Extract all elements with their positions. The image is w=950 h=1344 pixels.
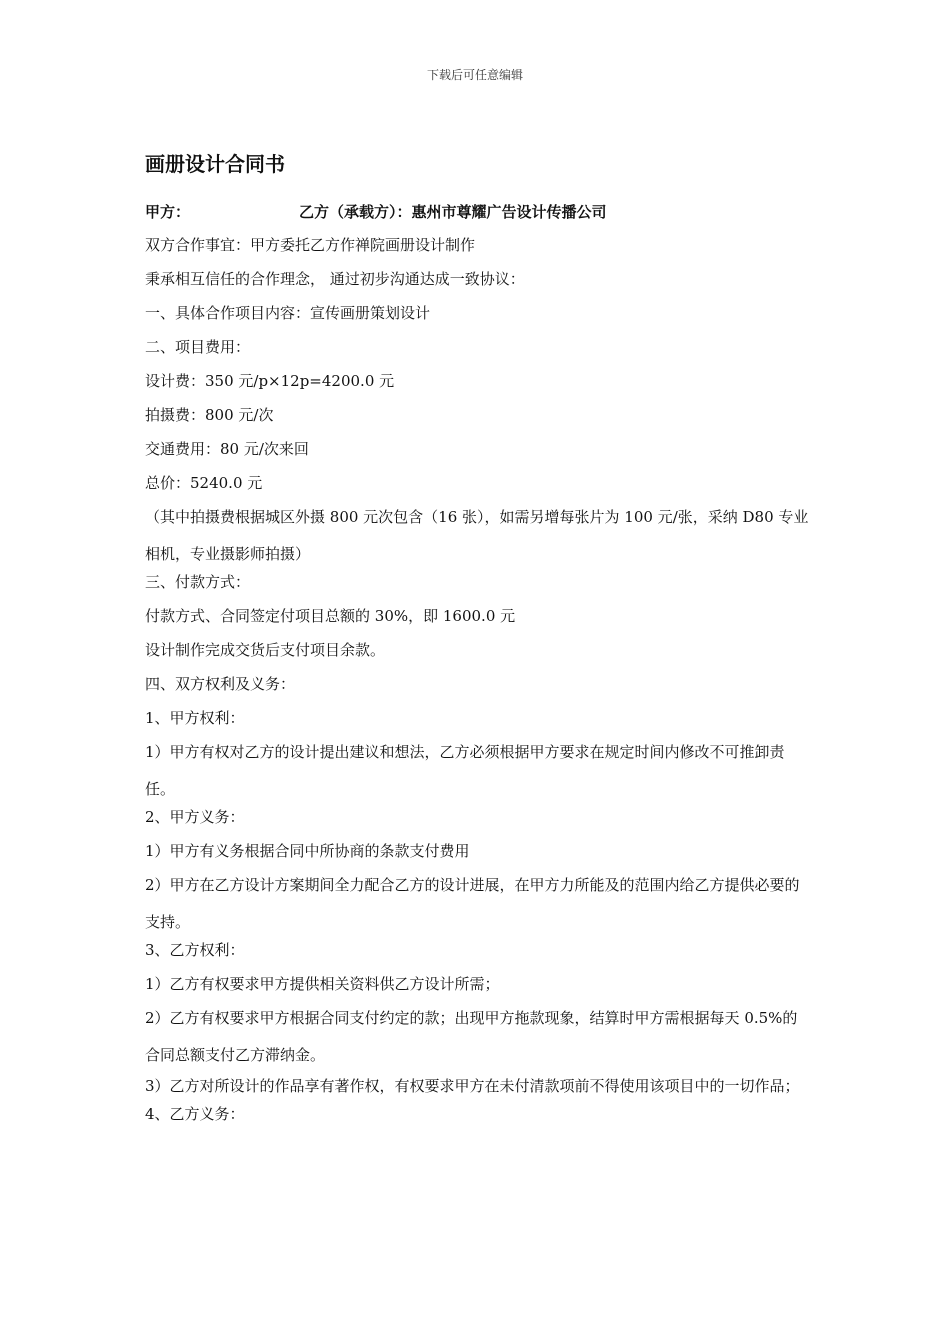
paragraph: 1）甲方有权对乙方的设计提出建议和想法，乙方必须根据甲方要求在规定时间内修改不可推卸责任。	[145, 743, 785, 798]
paragraph: 1、甲方权利：	[145, 709, 245, 727]
paragraph: 拍摄费：800 元/次	[145, 406, 274, 424]
paragraph: 总价：5240.0 元	[145, 474, 263, 492]
paragraph: 设计制作完成交货后支付项目余款。	[145, 641, 386, 659]
paragraph: 2）甲方在乙方设计方案期间全力配合乙方的设计进展，在甲方力所能及的范围内给乙方提供必要的支持。	[145, 876, 800, 931]
party-b-label: 乙方（承载方）：惠州市尊耀广告设计传播公司	[299, 203, 607, 221]
paragraph: 2、甲方义务：	[145, 808, 245, 826]
paragraph: 二、项目费用：	[145, 338, 251, 356]
paragraph: 1）乙方有权要求甲方提供相关资料供乙方设计所需；	[145, 975, 500, 993]
parties-line	[145, 201, 825, 223]
paragraph: 3、乙方权利：	[145, 941, 245, 959]
paragraph: 1）甲方有义务根据合同中所协商的条款支付费用	[145, 842, 470, 860]
page-header: 下载后可任意编辑	[426, 68, 523, 82]
paragraph-note: （其中拍摄费根据城区外摄 800 元次包含（16 张），如需另增每张片为 100 元/张，采纳 D80 专业相机，专业摄影师拍摄）	[145, 508, 809, 563]
paragraph: 秉承相互信任的合作理念， 通过初步沟通达成一致协议：	[145, 270, 525, 288]
paragraph: 双方合作事宜：甲方委托乙方作禅院画册设计制作	[145, 236, 476, 254]
party-a-label: 甲方：	[145, 203, 191, 221]
paragraph: 三、付款方式：	[145, 573, 251, 591]
paragraph: 四、双方权利及义务：	[145, 675, 296, 693]
paragraph: 4、乙方义务：	[145, 1105, 245, 1123]
paragraph: 交通费用：80 元/次来回	[145, 440, 309, 458]
paragraph: 设计费：350 元/p×12p=4200.0 元	[145, 372, 395, 390]
paragraph: 付款方式、合同签定付项目总额的 30%，即 1600.0 元	[145, 607, 516, 625]
document-title: 画册设计合同书	[145, 152, 285, 176]
paragraph: 3）乙方对所设计的作品享有著作权，有权要求甲方在未付清款项前不得使用该项目中的一切作品；	[145, 1077, 800, 1095]
paragraph: 一、具体合作项目内容：宣传画册策划设计	[145, 304, 431, 322]
document-body	[145, 233, 810, 1136]
paragraph: 2）乙方有权要求甲方根据合同支付约定的款；出现甲方拖款现象，结算时甲方需根据每天 0.5%的合同总额支付乙方滞纳金。	[145, 1009, 798, 1064]
